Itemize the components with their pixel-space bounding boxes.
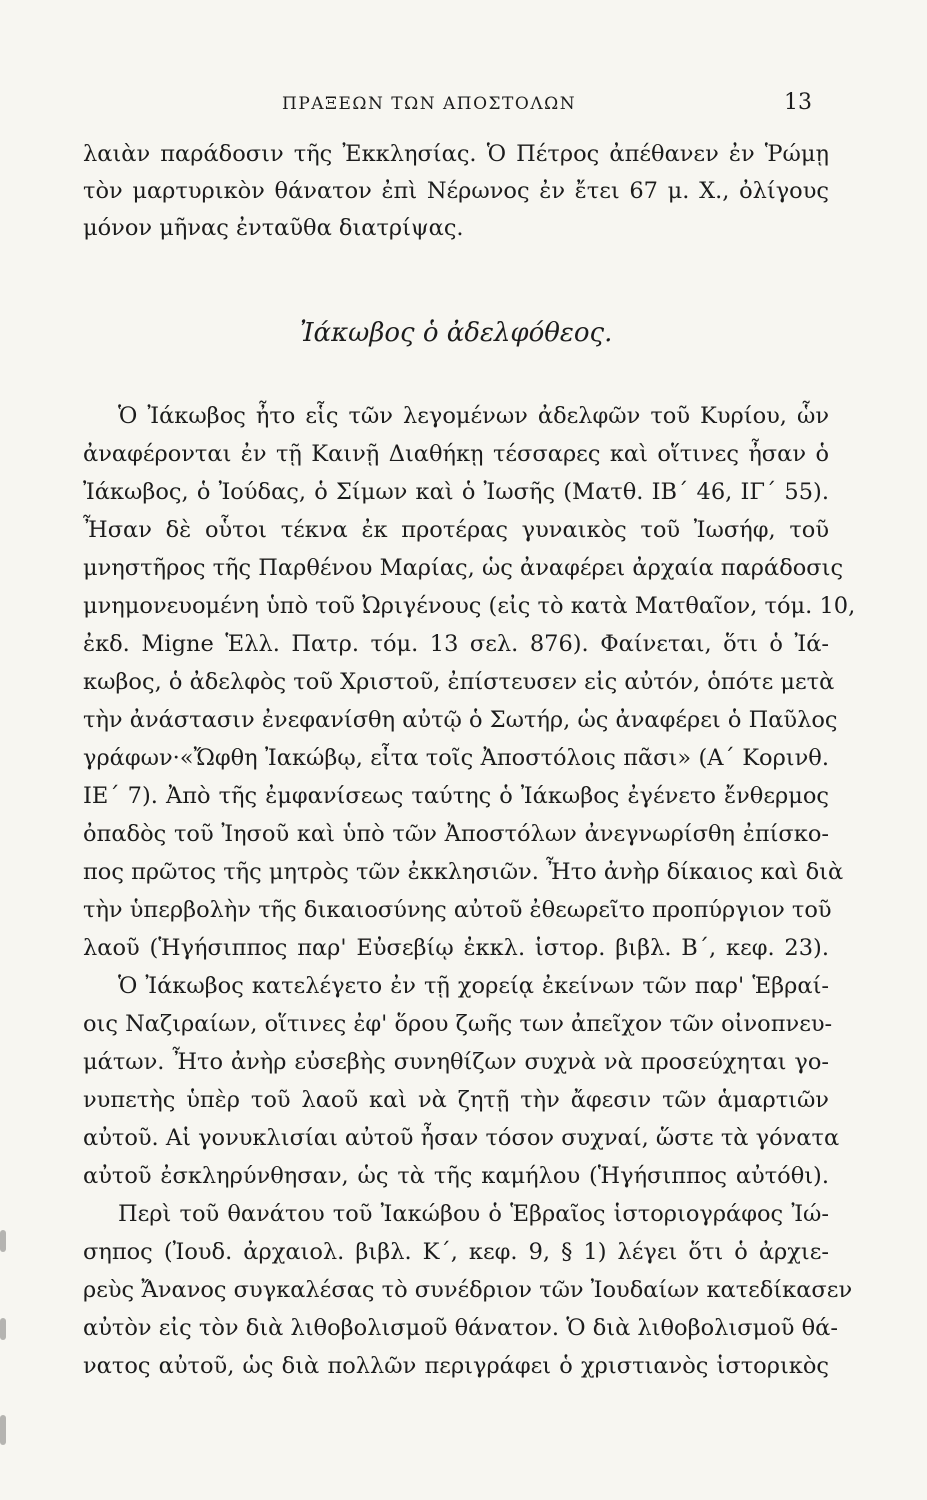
text-line: ἐκδ. Migne Ἑλλ. Πατρ. τόμ. 13 σελ. 876). Φαίνεται, ὅτι ὁ Ἰά- — [83, 631, 829, 657]
text-line: κωβος, ὁ ἀδελφὸς τοῦ Χριστοῦ, ἐπίστευσεν εἰς αὐτόν, ὁπότε μετὰ — [83, 669, 835, 695]
text-line: Ὁ Ἰάκωβος ἦτο εἷς τῶν λεγομένων ἀδελφῶν τοῦ Κυρίου, ὧν — [118, 403, 829, 429]
text-line: αὐτὸν εἰς τὸν διὰ λιθοβολισμοῦ θάνατον. Ὁ διὰ λιθοβολισμοῦ θά- — [83, 1315, 838, 1341]
section-heading: Ἰάκωβος ὁ ἀδελφόθεος. — [300, 318, 613, 348]
text-line: σηπος (Ἰουδ. ἀρχαιολ. βιβλ. Κ΄, κεφ. 9, § 1) λέγει ὅτι ὁ ἀρχιε- — [83, 1239, 829, 1265]
text-line: Ἦσαν δὲ οὗτοι τέκνα ἐκ προτέρας γυναικὸς τοῦ Ἰωσήφ, τοῦ — [83, 517, 829, 543]
text-line: ΙΕ΄ 7). Ἀπὸ τῆς ἐμφανίσεως ταύτης ὁ Ἰάκωβος ἐγένετο ἔνθερμος — [83, 783, 829, 809]
text-line: Ὁ Ἰάκωβος κατελέγετο ἐν τῇ χορείᾳ ἐκείνων τῶν παρ' Ἑβραί- — [118, 973, 829, 999]
text-line: οις Ναζιραίων, οἵτινες ἐφ' ὅρου ζωῆς των ἀπεῖχον τῶν οἰνοπνευ- — [83, 1011, 833, 1037]
scan-mark — [0, 1415, 6, 1445]
text-line: μνημονευομένη ὑπὸ τοῦ Ὠριγένους (εἰς τὸ κατὰ Ματθαῖον, τόμ. 10, — [83, 593, 856, 619]
scan-mark — [0, 1230, 6, 1252]
text-line: μόνον μῆνας ἐνταῦθα διατρίψας. — [83, 215, 464, 241]
text-line: αὐτοῦ ἐσκληρύνθησαν, ὡς τὰ τῆς καμήλου (Ἡγήσιππος αὐτόθι). — [83, 1163, 829, 1189]
text-line: πος πρῶτος τῆς μητρὸς τῶν ἐκκλησιῶν. Ἦτο ἀνὴρ δίκαιος καὶ διὰ — [83, 859, 844, 885]
text-line: νατος αὐτοῦ, ὡς διὰ πολλῶν περιγράφει ὁ χριστιανὸς ἱστορικὸς — [83, 1353, 829, 1379]
text-line: νυπετὴς ὑπὲρ τοῦ λαοῦ καὶ νὰ ζητῇ τὴν ἄφεσιν τῶν ἁμαρτιῶν — [83, 1087, 829, 1113]
text-line: τὸν μαρτυρικὸν θάνατον ἐπὶ Νέρωνος ἐν ἔτει 67 μ. Χ., ὀλίγους — [83, 178, 829, 204]
text-line: λαοῦ (Ἡγήσιππος παρ' Εὐσεβίῳ ἐκκλ. ἱστορ. βιβλ. Β΄, κεφ. 23). — [83, 935, 829, 961]
running-head: ΠΡΑΞΕΩΝ ΤΩΝ ΑΠΟΣΤΟΛΩΝ — [282, 94, 577, 114]
page-number: 13 — [784, 90, 812, 115]
text-line: μάτων. Ἦτο ἀνὴρ εὐσεβὴς συνηθίζων συχνὰ νὰ προσεύχηται γο- — [83, 1049, 829, 1075]
text-line: Περὶ τοῦ θανάτου τοῦ Ἰακώβου ὁ Ἑβραῖος ἱστοριογράφος Ἰώ- — [118, 1201, 829, 1227]
text-line: λαιὰν παράδοσιν τῆς Ἐκκλησίας. Ὁ Πέτρος ἀπέθανεν ἐν Ῥώμῃ — [83, 141, 829, 167]
text-line: μνηστῆρος τῆς Παρθένου Μαρίας, ὡς ἀναφέρει ἀρχαία παράδοσις — [83, 555, 844, 581]
text-line: ὀπαδὸς τοῦ Ἰησοῦ καὶ ὑπὸ τῶν Ἀποστόλων ἀνεγνωρίσθη ἐπίσκο- — [83, 821, 829, 847]
text-line: γράφων·«Ὤφθη Ἰακώβῳ, εἶτα τοῖς Ἀποστόλοις πᾶσι» (Α΄ Κορινθ. — [83, 745, 829, 771]
text-line: τὴν ὑπερβολὴν τῆς δικαιοσύνης αὐτοῦ ἐθεωρεῖτο προπύργιον τοῦ — [83, 897, 832, 923]
text-line: τὴν ἀνάστασιν ἐνεφανίσθη αὐτῷ ὁ Σωτήρ, ὡς ἀναφέρει ὁ Παῦλος — [83, 707, 838, 733]
text-line: αὐτοῦ. Αἱ γονυκλισίαι αὐτοῦ ἦσαν τόσον συχναί, ὥστε τὰ γόνατα — [83, 1125, 840, 1151]
text-line: Ἰάκωβος, ὁ Ἰούδας, ὁ Σίμων καὶ ὁ Ἰωσῆς (Ματθ. ΙΒ΄ 46, ΙΓ΄ 55). — [83, 479, 829, 505]
text-line: ἀναφέρονται ἐν τῇ Καινῇ Διαθήκῃ τέσσαρες καὶ οἵτινες ἦσαν ὁ — [83, 441, 829, 467]
scan-mark — [0, 1318, 6, 1340]
text-line: ρεὺς Ἄνανος συγκαλέσας τὸ συνέδριον τῶν Ἰουδαίων κατεδίκασεν — [83, 1277, 853, 1303]
